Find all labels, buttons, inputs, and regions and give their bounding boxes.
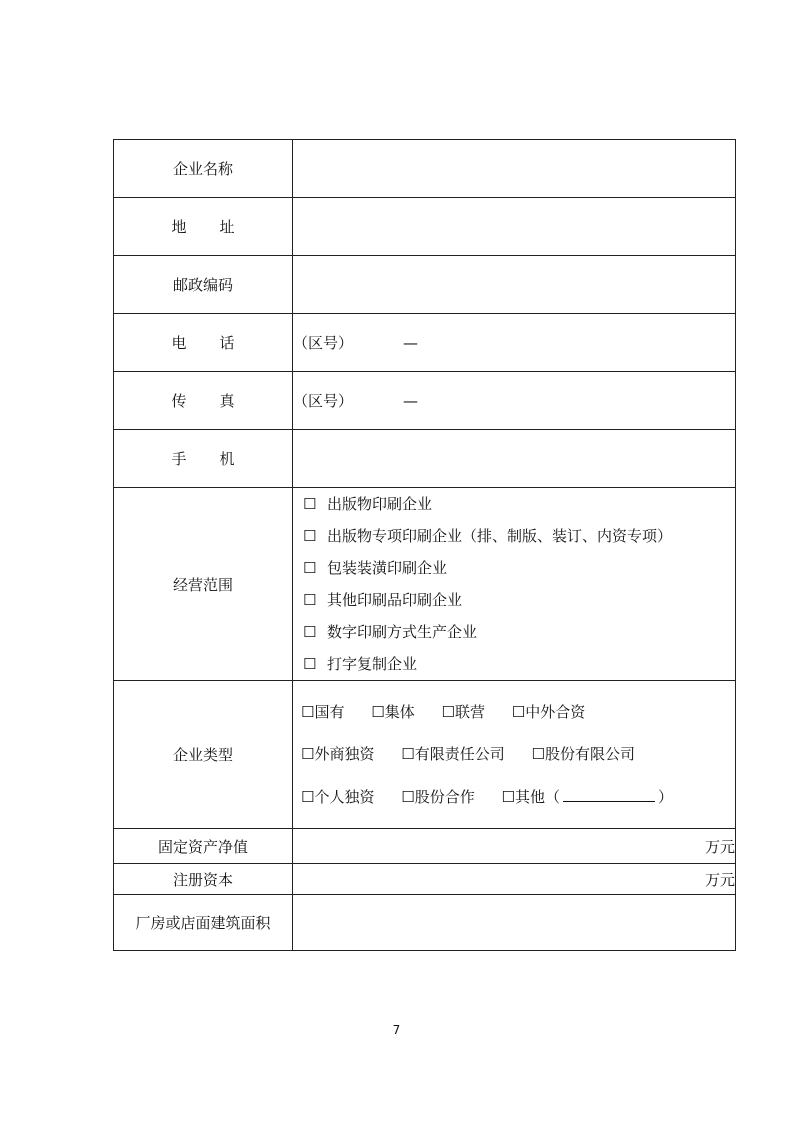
type-options-row-3 <box>301 776 735 819</box>
row-fax <box>114 372 736 430</box>
fax-area-code: （区号） <box>293 392 354 410</box>
type-option-label: 集体 <box>384 702 415 721</box>
enterprise-name-field[interactable] <box>293 140 736 198</box>
scope-option-label: 其他印刷品印刷企业 <box>327 591 463 609</box>
checkbox-icon[interactable]: ☐ <box>401 787 415 806</box>
checkbox-icon[interactable]: ☐ <box>441 702 455 721</box>
checkbox-icon[interactable]: ☐ <box>531 745 545 764</box>
scope-option-label: 出版物专项印刷企业（排、制版、装订、内资专项） <box>327 527 673 545</box>
type-option-label: 有限责任公司 <box>414 745 505 764</box>
type-option[interactable] <box>401 733 504 776</box>
row-postcode <box>114 256 736 314</box>
row-enterprise-type <box>114 681 736 829</box>
address-label: 地 址 <box>171 218 235 236</box>
enterprise-info-table <box>113 139 736 951</box>
checkbox-icon[interactable]: ☐ <box>511 702 526 721</box>
checkbox-icon[interactable]: ☐ <box>371 702 385 721</box>
business-scope-field <box>293 488 736 681</box>
type-option-label: 中外合资 <box>525 702 586 721</box>
checkbox-icon[interactable]: ☐ <box>303 527 317 545</box>
type-option-label: 股份合作 <box>414 787 475 806</box>
floor-area-label: 厂房或店面建筑面积 <box>114 895 293 951</box>
row-enterprise-name <box>114 140 736 198</box>
postcode-label: 邮政编码 <box>114 256 293 314</box>
type-options-row-2 <box>301 733 735 776</box>
fixed-assets-unit: 万元 <box>704 837 735 856</box>
type-option[interactable] <box>401 776 474 819</box>
registered-capital-label: 注册资本 <box>114 864 293 895</box>
scope-option-label: 打字复制企业 <box>327 655 418 673</box>
scope-option[interactable] <box>303 488 735 520</box>
type-option[interactable] <box>301 776 374 819</box>
type-option[interactable] <box>301 691 344 734</box>
floor-area-field[interactable] <box>293 895 736 951</box>
checkbox-icon[interactable]: ☐ <box>301 787 315 806</box>
row-mobile <box>114 430 736 488</box>
checkbox-icon[interactable]: ☐ <box>501 787 515 806</box>
registered-capital-unit: 万元 <box>704 870 735 889</box>
type-option-other[interactable] <box>502 776 673 819</box>
row-floor-area <box>114 895 736 951</box>
type-option-label: 联营 <box>454 702 485 721</box>
type-other-blank[interactable] <box>563 787 655 802</box>
mobile-field[interactable] <box>293 430 736 488</box>
type-option-label: 国有 <box>314 702 345 721</box>
page-number: 7 <box>392 1023 401 1037</box>
scope-option[interactable] <box>303 520 735 552</box>
enterprise-name-label: 企业名称 <box>114 140 293 198</box>
row-fixed-assets <box>114 829 736 864</box>
type-option-label: 外商独资 <box>314 745 375 764</box>
checkbox-icon[interactable]: ☐ <box>301 702 315 721</box>
type-other-label: 其他（ <box>514 787 560 806</box>
scope-option-label: 包装装潢印刷企业 <box>327 559 448 577</box>
checkbox-icon[interactable]: ☐ <box>303 591 317 609</box>
scope-option-label: 出版物印刷企业 <box>327 495 433 513</box>
checkbox-icon[interactable]: ☐ <box>303 559 317 577</box>
mobile-label: 手 机 <box>171 450 235 468</box>
phone-field[interactable] <box>293 314 736 372</box>
scope-option[interactable] <box>303 616 735 648</box>
phone-dash: — <box>403 334 419 352</box>
scope-option[interactable] <box>303 648 735 680</box>
row-registered-capital <box>114 864 736 895</box>
row-phone <box>114 314 736 372</box>
registered-capital-field[interactable] <box>293 864 736 895</box>
business-scope-label: 经营范围 <box>114 488 293 681</box>
row-address <box>114 198 736 256</box>
type-option-label: 股份有限公司 <box>544 745 635 764</box>
checkbox-icon[interactable]: ☐ <box>401 745 415 764</box>
row-business-scope <box>114 488 736 681</box>
checkbox-icon[interactable]: ☐ <box>303 623 317 641</box>
type-option[interactable] <box>301 733 374 776</box>
checkbox-icon[interactable]: ☐ <box>303 495 317 513</box>
fixed-assets-field[interactable] <box>293 829 736 864</box>
enterprise-type-label: 企业类型 <box>114 681 293 829</box>
phone-label: 电 话 <box>171 334 235 352</box>
type-option-label: 个人独资 <box>314 787 375 806</box>
fixed-assets-label: 固定资产净值 <box>114 829 293 864</box>
fax-dash: — <box>403 392 419 410</box>
type-option[interactable] <box>532 733 635 776</box>
fax-label: 传 真 <box>171 392 235 410</box>
type-other-close: ） <box>657 787 673 806</box>
checkbox-icon[interactable]: ☐ <box>303 655 317 673</box>
scope-option[interactable] <box>303 584 735 616</box>
type-option[interactable] <box>512 691 585 734</box>
fax-field[interactable] <box>293 372 736 430</box>
type-options-row-1 <box>301 691 735 734</box>
address-field[interactable] <box>293 198 736 256</box>
type-option[interactable] <box>371 691 414 734</box>
scope-option[interactable] <box>303 552 735 584</box>
enterprise-type-field <box>293 681 736 829</box>
postcode-field[interactable] <box>293 256 736 314</box>
phone-area-code: （区号） <box>293 334 354 352</box>
checkbox-icon[interactable]: ☐ <box>301 745 315 764</box>
type-option[interactable] <box>442 691 485 734</box>
scope-option-label: 数字印刷方式生产企业 <box>327 623 478 641</box>
